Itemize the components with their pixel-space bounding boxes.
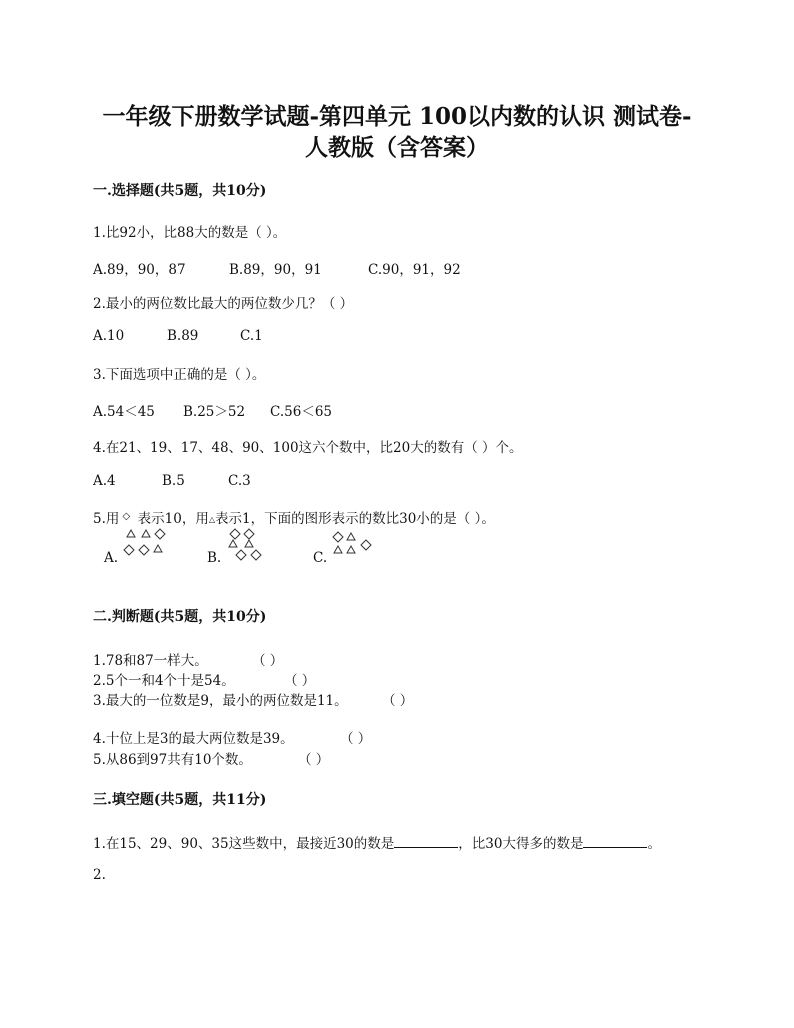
q5-option-b: B. xyxy=(207,550,222,566)
judge-item-2 xyxy=(93,669,235,689)
judge-item-text: 1.78和87一样大。 xyxy=(93,653,208,669)
section-heading-judge: 二.判断题(共5题，共10分) xyxy=(93,609,267,625)
answer-blank[interactable] xyxy=(394,835,458,848)
judge-item-4-answer[interactable]: （ ） xyxy=(340,731,372,747)
q5-option-c-shapes xyxy=(331,532,375,562)
fill-question-2: 2. xyxy=(93,867,106,883)
judge-item-text: 5.从86到97共有10个数。 xyxy=(93,752,252,768)
q3-option-b: B.25＞52 xyxy=(183,404,246,420)
q3-option-c: C.56＜65 xyxy=(270,404,332,420)
fill-q1-part1: 1.在15、29、90、35这些数中，最接近30的数是 xyxy=(93,836,395,852)
q5-option-a-shapes xyxy=(122,529,172,559)
diamond-icon xyxy=(333,532,343,542)
q5-middle: 表示10，用 xyxy=(133,511,209,527)
fill-q1-part3: 。 xyxy=(647,836,661,852)
triangle-icon xyxy=(154,545,162,552)
judge-item-2-answer[interactable]: （ ） xyxy=(284,673,316,689)
diamond-icon xyxy=(251,550,261,560)
q4-option-b: B.5 xyxy=(162,473,185,489)
judge-item-text: 4.十位上是3的最大两位数是39。 xyxy=(93,731,294,747)
fill-question-1 xyxy=(93,832,661,852)
question-1: 1.比92小，比88大的数是（ ）。 xyxy=(93,225,287,241)
judge-item-5-answer[interactable]: （ ） xyxy=(298,752,330,768)
fill-q1-part2: ，比30大得多的数是 xyxy=(458,836,584,852)
diamond-icon xyxy=(230,529,240,539)
triangle-icon xyxy=(347,546,355,553)
diamond-icon xyxy=(236,550,246,560)
diamond-icon: ◇ xyxy=(122,511,131,522)
q2-option-a: A.10 xyxy=(93,328,125,344)
question-2: 2.最小的两位数比最大的两位数少几？（ ） xyxy=(93,296,354,312)
question-3: 3.下面选项中正确的是（ ）。 xyxy=(93,367,266,383)
q4-option-c: C.3 xyxy=(228,473,251,489)
judge-item-1 xyxy=(93,649,208,669)
q3-option-a: A.54＜45 xyxy=(93,404,155,420)
section-heading-choice: 一.选择题(共5题，共10分) xyxy=(93,183,267,199)
triangle-icon xyxy=(245,540,253,547)
q5-option-a: A. xyxy=(104,550,119,566)
diamond-icon xyxy=(155,529,165,539)
q2-option-c: C.1 xyxy=(240,328,263,344)
triangle-icon xyxy=(127,530,135,537)
triangle-icon xyxy=(347,533,355,540)
triangle-icon xyxy=(229,540,237,547)
judge-item-1-answer[interactable]: （ ） xyxy=(252,653,284,669)
question-5 xyxy=(93,507,495,527)
diamond-icon xyxy=(361,540,371,550)
q5-option-c: C. xyxy=(313,550,328,566)
q2-option-b: B.89 xyxy=(167,328,199,344)
diamond-icon xyxy=(124,545,134,555)
judge-item-text: 3.最大的一位数是9，最小的两位数是11。 xyxy=(93,693,348,709)
question-4: 4.在21、19、17、48、90、100这六个数中，比20大的数有（ ）个。 xyxy=(93,440,523,456)
q5-suffix: 表示1，下面的图形表示的数比30小的是（ ）。 xyxy=(215,511,495,527)
triangle-icon: △ xyxy=(208,515,216,524)
q5-prefix: 5.用 xyxy=(93,511,120,527)
q4-option-a: A.4 xyxy=(93,473,116,489)
q5-option-b-shapes xyxy=(225,528,265,562)
judge-item-3 xyxy=(93,689,348,709)
judge-item-3-answer[interactable]: （ ） xyxy=(382,693,414,709)
judge-item-4 xyxy=(93,727,294,747)
q1-option-c: C.90，91，92 xyxy=(368,262,461,278)
q1-option-a: A.89，90，87 xyxy=(93,262,186,278)
answer-blank[interactable] xyxy=(583,835,647,848)
judge-item-text: 2.5个一和4个十是54。 xyxy=(93,673,235,689)
diamond-icon xyxy=(244,529,254,539)
judge-item-5 xyxy=(93,748,252,768)
triangle-icon xyxy=(142,530,150,537)
page-title-line2: 人教版（含答案） xyxy=(305,134,489,161)
section-heading-fill: 三.填空题(共5题，共11分) xyxy=(93,792,267,808)
diamond-icon xyxy=(139,545,149,555)
page-title-line1: 一年级下册数学试题-第四单元 100以内数的认识 测试卷- xyxy=(102,103,692,130)
q1-option-b: B.89，90，91 xyxy=(229,262,322,278)
triangle-icon xyxy=(334,546,342,553)
